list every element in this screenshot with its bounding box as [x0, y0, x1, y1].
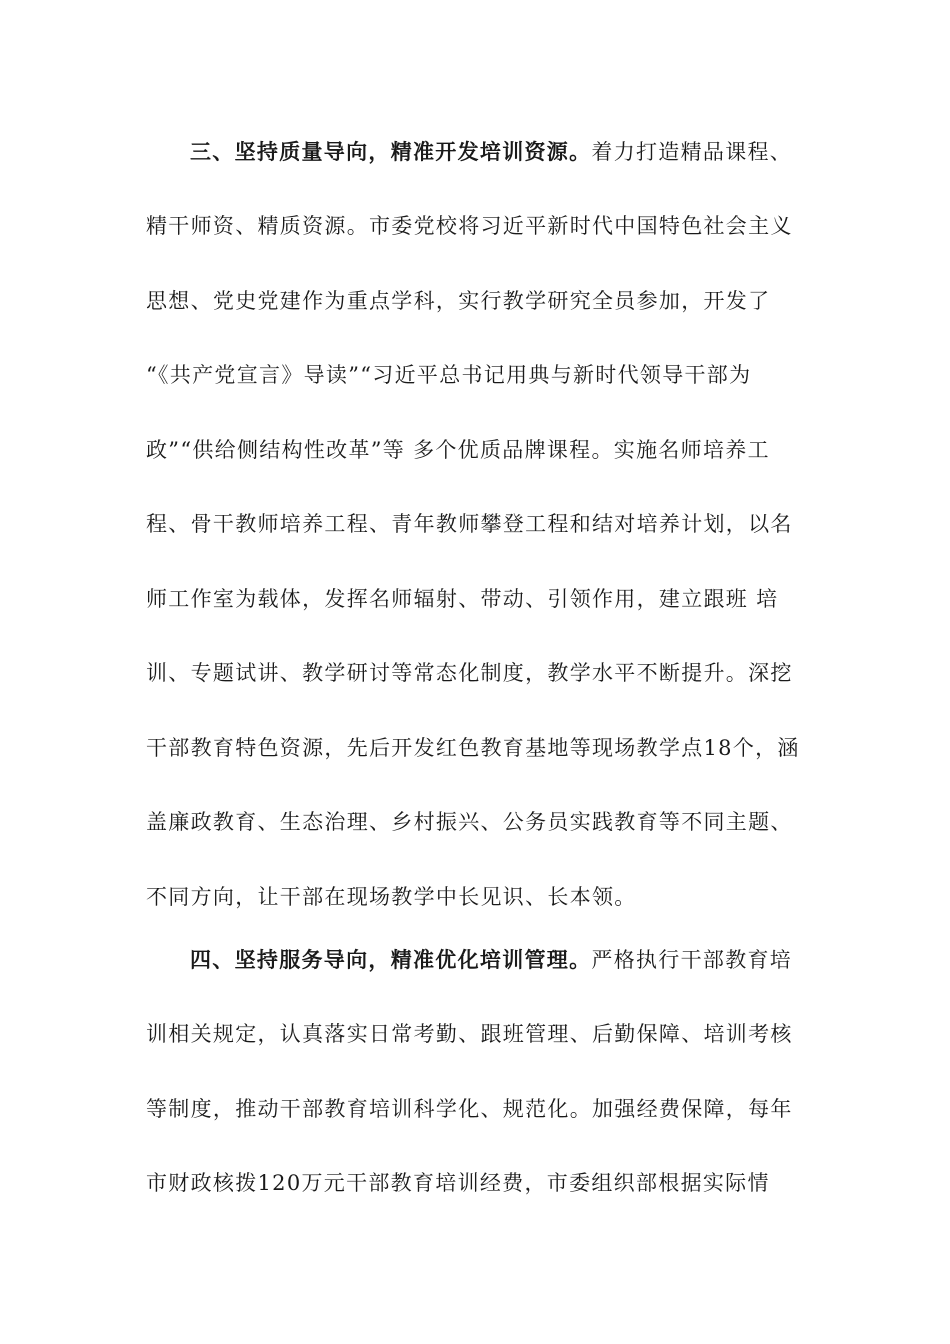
- paragraph-line-8: 训、专题试讲、教学研讨等常态化制度，教学水平不断提升。深挖: [146, 661, 793, 685]
- paragraph-line-9: 干部教育特色资源，先后开发红色教育基地等现场教学点18个，涵: [146, 736, 800, 760]
- paragraph-line-1: [190, 137, 792, 167]
- paragraph-text: 着力打造精品课程、: [591, 140, 793, 164]
- paragraph-line-14: 等制度，推动干部教育培训科学化、规范化。加强经费保障，每年: [146, 1097, 793, 1121]
- paragraph-line-12: [190, 945, 792, 975]
- section-heading-4: 四、坚持服务导向，精准优化培训管理。: [190, 947, 592, 972]
- section-heading-3: 三、坚持质量导向，精准开发培训资源。: [190, 139, 592, 164]
- paragraph-line-7: 师工作室为载体，发挥名师辐射、带动、引领作用，建立跟班 培: [146, 587, 779, 611]
- paragraph-line-6: 程、骨干教师培养工程、青年教师攀登工程和结对培养计划，以名: [146, 512, 793, 536]
- paragraph-text: 严格执行干部教育培: [591, 948, 793, 972]
- paragraph-line-4: “《共产党宣言》导读”“习近平总书记用典与新时代领导干部为: [146, 363, 752, 387]
- paragraph-line-5: 政”“供给侧结构性改革”等 多个优质品牌课程。实施名师培养工: [146, 438, 770, 462]
- paragraph-line-15: 市财政核拨120万元干部教育培训经费，市委组织部根据实际情: [146, 1171, 770, 1195]
- paragraph-line-10: 盖廉政教育、生态治理、乡村振兴、公务员实践教育等不同主题、: [146, 810, 793, 834]
- paragraph-line-2: 精干师资、精质资源。市委党校将习近平新时代中国特色社会主义: [146, 214, 793, 238]
- paragraph-line-3: 思想、党史党建作为重点学科，实行教学研究全员参加，开发了: [146, 289, 771, 313]
- paragraph-line-13: 训相关规定，认真落实日常考勤、跟班管理、后勤保障、培训考核: [146, 1022, 793, 1046]
- paragraph-line-11: 不同方向，让干部在现场教学中长见识、长本领。: [146, 885, 637, 909]
